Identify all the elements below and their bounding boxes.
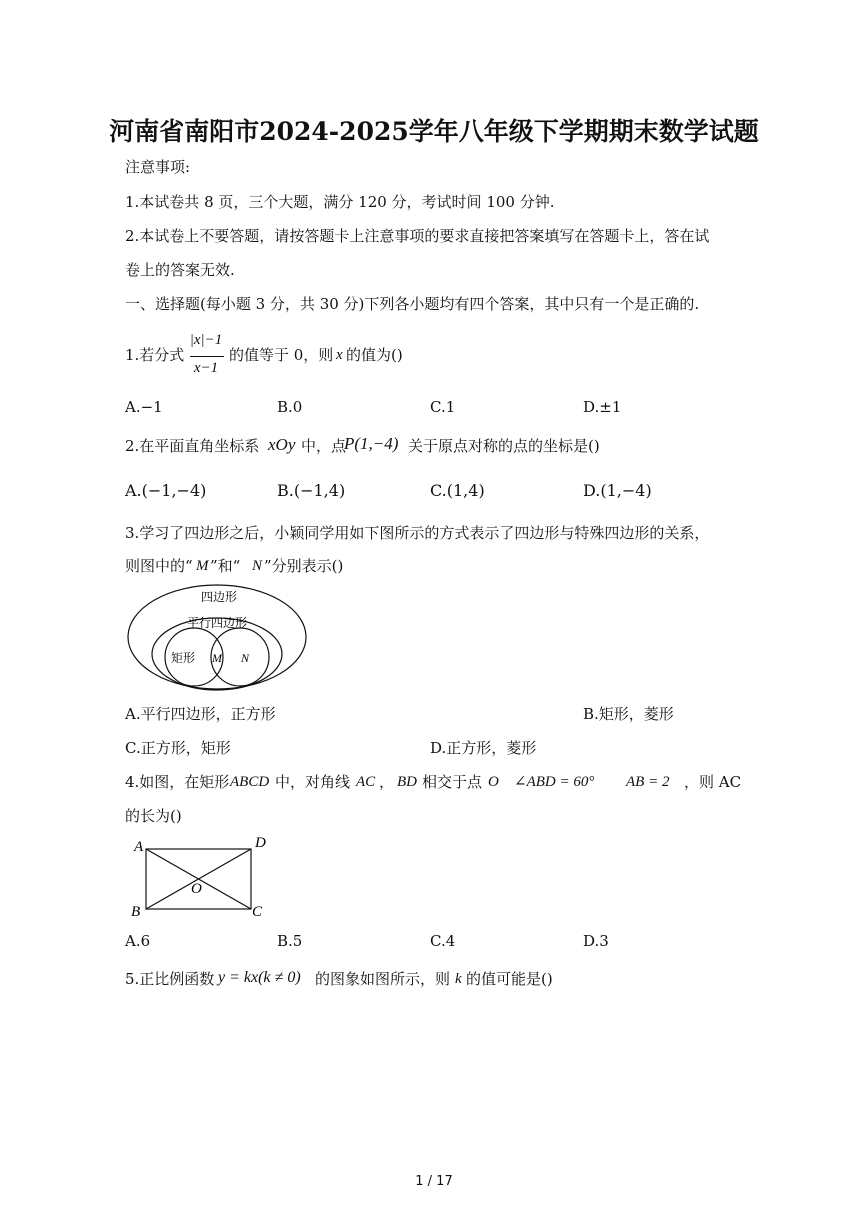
q5-function: y = kx(k ≠ 0)	[218, 969, 301, 986]
label-left: 矩形	[170, 651, 196, 665]
notice-item-2-line-2: 卷上的答案无效.	[125, 261, 235, 279]
q2-point: P(1,−4)	[344, 434, 399, 453]
vertex-c: C	[252, 904, 263, 920]
q5-suffix: 的值可能是()	[466, 970, 553, 988]
q4-sep: ，	[379, 773, 395, 791]
q3-line-2-a: 则图中的“	[125, 557, 193, 575]
q3-option-a: A.平行四边形，正方形	[125, 705, 276, 723]
quadrilateral-venn-diagram	[122, 582, 318, 694]
notice-item-2-line-1: 2.本试卷上不要答题，请按答题卡上注意事项的要求直接把答案填写在答题卡上，答在试	[125, 227, 710, 245]
q4-o: O	[488, 774, 499, 790]
vertex-d: D	[255, 835, 266, 851]
q4-line-1-a: 4.如图，在矩形	[125, 773, 230, 791]
q2-option-c: C.(1,4)	[430, 481, 485, 500]
q2-coordinate-system: xOy	[268, 435, 296, 454]
q4-line-1-b: 中，对角线	[275, 773, 351, 791]
q3-line-2-b: ”和“	[210, 557, 241, 575]
q4-ac: AC	[356, 774, 376, 790]
q2-option-a: A.(−1,−4)	[125, 481, 207, 500]
q4-line-2: 的长为()	[125, 807, 182, 825]
q1-suffix-a: 的值等于 0，则	[229, 346, 334, 364]
q5-mid: 的图象如图所示，则	[315, 970, 451, 988]
q2-suffix: 关于原点对称的点的坐标是()	[408, 437, 600, 455]
page-title: 河南省南阳市2024-2025学年八年级下学期期末数学试题	[109, 117, 759, 146]
q1-option-a: A.−1	[125, 398, 163, 416]
page-number: 1 / 17	[415, 1174, 453, 1189]
q5-k: k	[455, 971, 462, 987]
vertex-a: A	[134, 839, 144, 855]
q4-ab: AB = 2	[626, 774, 670, 790]
q3-line-2-c: ”分别表示()	[264, 557, 344, 575]
label-outer: 四边形	[200, 590, 238, 604]
section-1-heading: 一、选择题(每小题 3 分，共 30 分)下列各小题均有四个答案，其中只有一个是正确的.	[125, 295, 700, 313]
q4-option-a: A.6	[125, 932, 151, 950]
q1-denominator: x−1	[193, 360, 219, 376]
label-m: M	[212, 651, 222, 665]
q3-option-d: D.正方形，菱形	[430, 739, 537, 757]
q1-prefix: 1.若分式	[125, 346, 185, 364]
label-n: N	[240, 651, 250, 665]
q2-option-d: D.(1,−4)	[583, 481, 652, 500]
label-middle: 平行四边形	[186, 616, 248, 630]
q3-option-b: B.矩形，菱形	[583, 705, 674, 723]
q2-option-b: B.(−1,4)	[277, 481, 346, 500]
rectangle-abcd-figure	[128, 832, 274, 924]
q1-option-d: D.±1	[583, 398, 622, 416]
q4-angle: ∠ABD = 60°	[514, 774, 595, 790]
q4-bd: BD	[397, 774, 417, 790]
q1-option-c: C.1	[430, 398, 456, 416]
q4-line-1-d: ，则 AC	[684, 773, 742, 791]
q1-suffix-b: 的值为()	[346, 346, 403, 364]
q4-option-b: B.5	[277, 932, 303, 950]
q5-prefix: 5.正比例函数	[125, 970, 215, 988]
q1-numerator: |x|−1	[189, 332, 223, 348]
q3-m: M	[196, 558, 209, 574]
q4-option-d: D.3	[583, 932, 609, 950]
q3-line-1: 3.学习了四边形之后，小颖同学用如下图所示的方式表示了四边形与特殊四边形的关系，	[125, 524, 710, 542]
q3-n: N	[252, 558, 263, 574]
q1-variable: x	[336, 347, 343, 363]
q2-prefix: 2.在平面直角坐标系	[125, 437, 260, 455]
point-o: O	[191, 881, 202, 897]
q4-line-1-c: 相交于点	[422, 773, 483, 791]
q4-option-c: C.4	[430, 932, 456, 950]
q4-rect-name: ABCD	[230, 774, 270, 790]
notice-item-1: 1.本试卷共 8 页，三个大题，满分 120 分，考试时间 100 分钟.	[125, 193, 555, 211]
notice-heading: 注意事项:	[125, 158, 191, 176]
vertex-b: B	[131, 904, 141, 920]
q2-mid: 中，点	[301, 437, 347, 455]
q3-option-c: C.正方形，矩形	[125, 739, 231, 757]
fraction-bar	[190, 356, 224, 357]
q1-option-b: B.0	[277, 398, 303, 416]
